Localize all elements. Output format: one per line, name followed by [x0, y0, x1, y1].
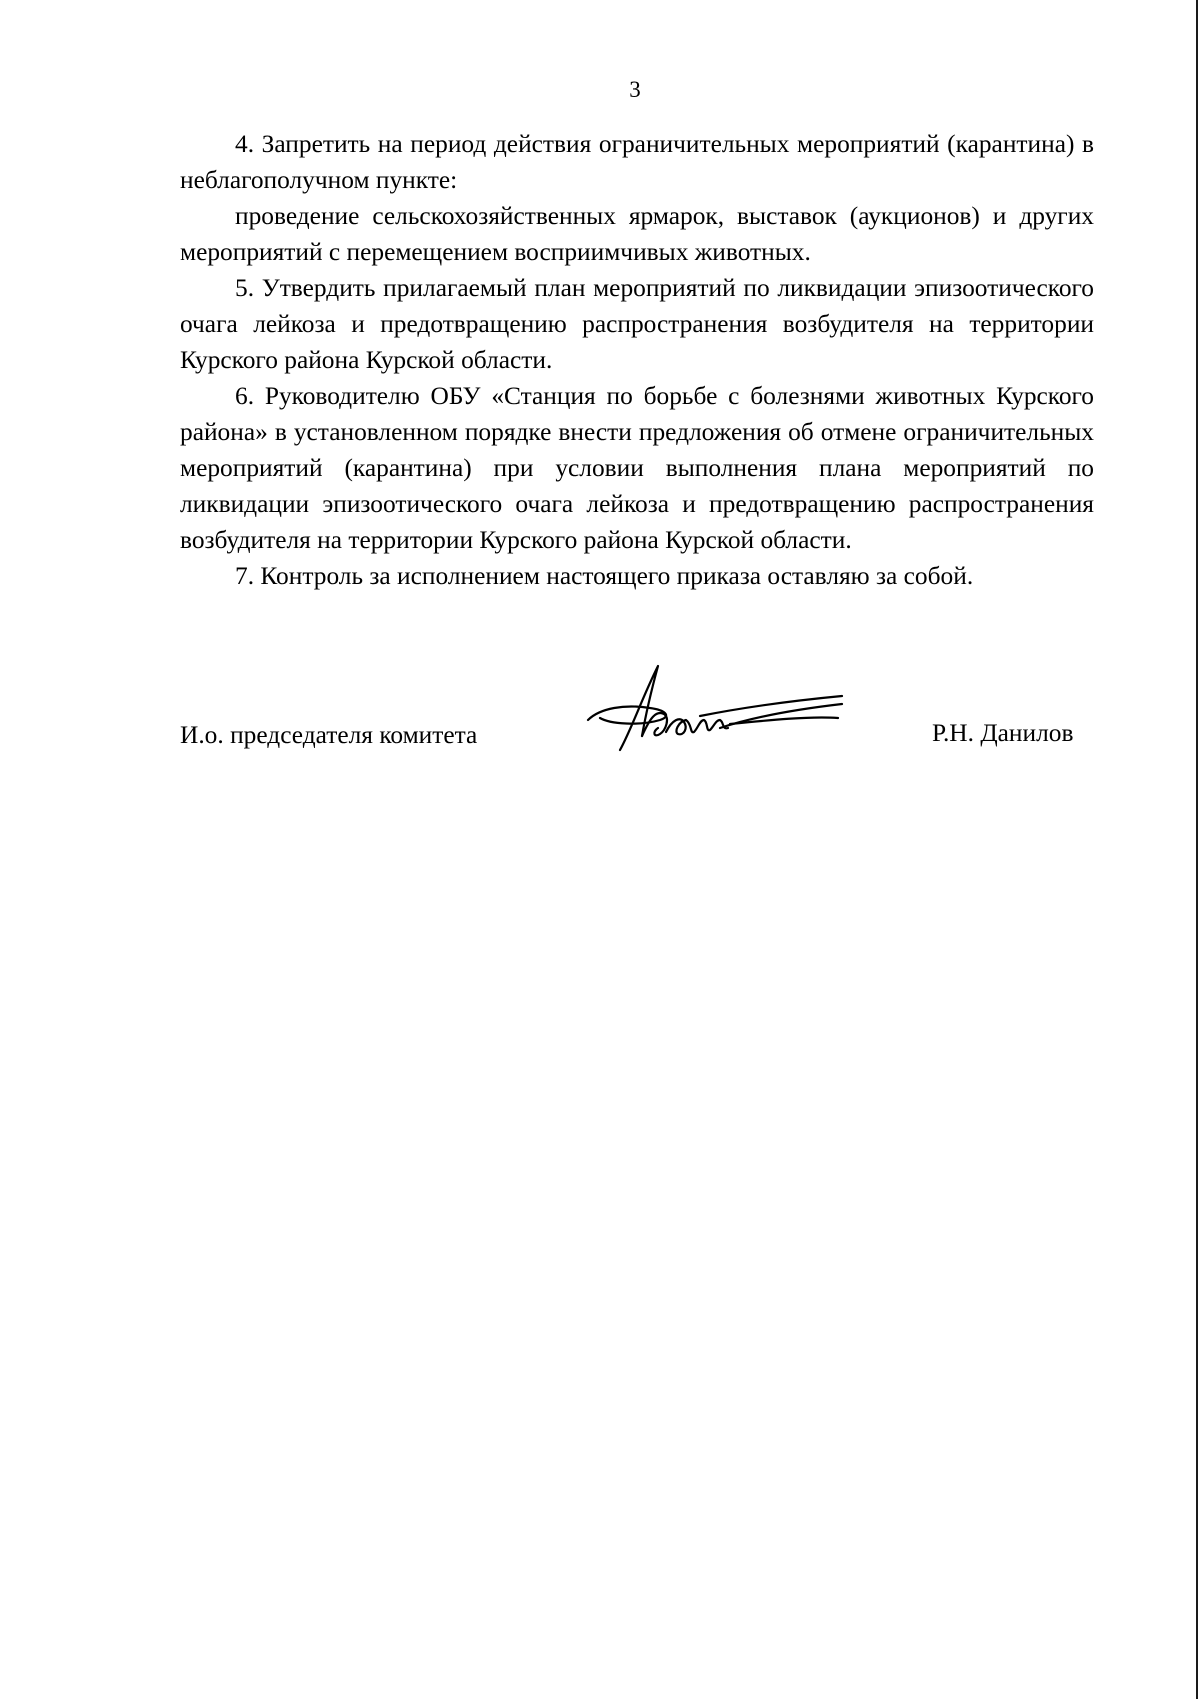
page-number: 3: [629, 77, 641, 102]
handwritten-signature: [580, 658, 880, 758]
paragraph-4: 4. Запретить на период действия ограничительных мероприятий (карантина) в неблагополучном пункте:: [180, 130, 1094, 194]
signatory-name: Р.Н. Данилов: [932, 719, 1074, 747]
document-body: [180, 126, 1094, 594]
signatory-position: И.о. председателя комитета: [180, 721, 478, 749]
scan-edge-line: [1196, 0, 1198, 1699]
paragraph-5: 5. Утвердить прилагаемый план мероприятий по ликвидации эпизоотического очага лейкоза и предотвращению распространения возбудителя на территории Курского района Курской области.: [180, 274, 1094, 374]
paragraph-4-item: проведение сельскохозяйственных ярмарок, выставок (аукционов) и других мероприятий с перемещением восприимчивых животных.: [180, 202, 1094, 266]
paragraph-6: 6. Руководителю ОБУ «Станция по борьбе с болезнями животных Курского района» в установленном порядке внести предложения об отмене ограничительных мероприятий (карантина) при условии выполнения плана мероприятий по ликвидации эпизоотического очага лейкоза и предотвращению распространения возбудителя на территории Курского района Курской области.: [180, 382, 1094, 554]
paragraph-7: 7. Контроль за исполнением настоящего приказа оставляю за собой.: [235, 562, 974, 590]
